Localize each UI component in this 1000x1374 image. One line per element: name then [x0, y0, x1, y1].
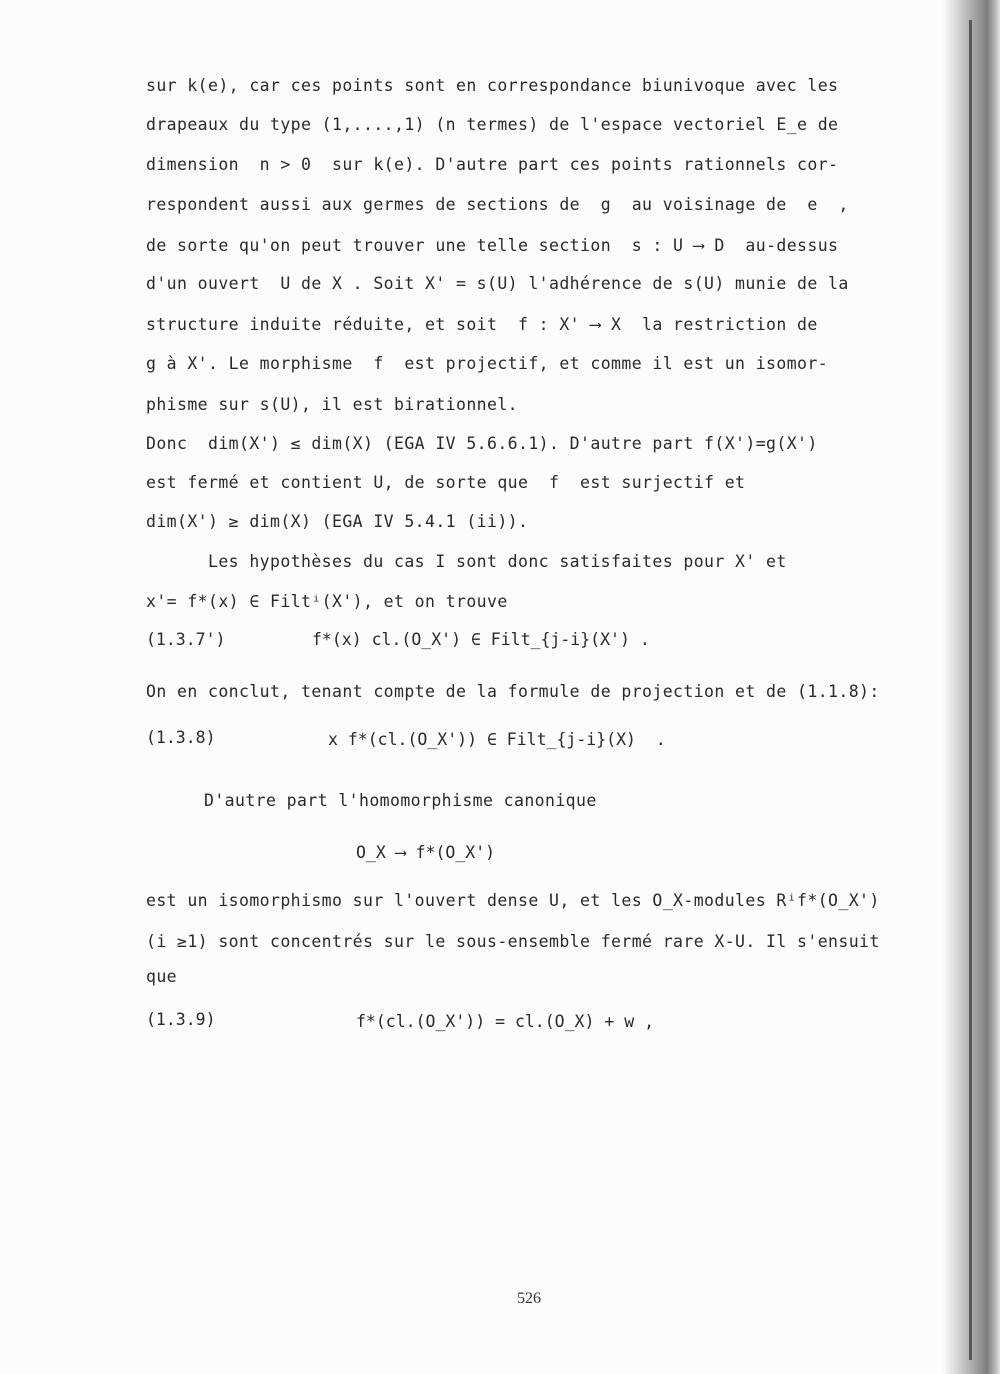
- equation-1-3-7: f*(x) cl.(O_X') ∈ Filt_{j-i}(X') .: [312, 630, 650, 649]
- text-line-10: Donc dim(X') ≤ dim(X) (EGA IV 5.6.6.1). D'autre part f(X')=g(X'): [146, 434, 818, 453]
- text-line-11: est fermé et contient U, de sorte que f est surjectif et: [146, 473, 746, 492]
- text-line-9: phisme sur s(U), il est birationnel.: [146, 395, 519, 414]
- text-line-6: d'un ouvert U de X . Soit X' = s(U) l'adhérence de s(U) munie de la: [146, 274, 849, 293]
- text-line-5: de sorte qu'on peut trouver une telle section s : U ⟶ D au-dessus: [146, 236, 839, 255]
- text-line-2: drapeaux du type (1,....,1) (n termes) de l'espace vectoriel E_e de: [146, 115, 839, 134]
- book-binding-edge: [969, 20, 972, 1360]
- equation-1-3-8: x f*(cl.(O_X')) ∈ Filt_{j-i}(X) .: [328, 730, 666, 749]
- text-line-14: x'= f*(x) ∈ Filtⁱ(X'), et on trouve: [146, 592, 508, 611]
- equation-label-1-3-8: (1.3.8): [146, 728, 216, 747]
- equation-canonical-map: O_X ⟶ f*(O_X'): [356, 843, 496, 862]
- equation-1-3-9: f*(cl.(O_X')) = cl.(O_X) + w ,: [356, 1012, 655, 1031]
- text-line-after-3: que: [146, 967, 178, 986]
- equation-label-1-3-7: (1.3.7'): [146, 630, 226, 649]
- text-line-8: g à X'. Le morphisme f est projectif, et comme il est un isomor-: [146, 354, 829, 373]
- text-line-3: dimension n > 0 sur k(e). D'autre part ces points rationnels cor-: [146, 155, 839, 174]
- text-line-12: dim(X') ≥ dim(X) (EGA IV 5.4.1 (ii)).: [146, 512, 529, 531]
- equation-label-1-3-9: (1.3.9): [146, 1010, 216, 1029]
- page-number: 526: [517, 1290, 541, 1307]
- text-line-4: respondent aussi aux germes de sections de g au voisinage de e ,: [146, 195, 849, 214]
- text-line-13: Les hypothèses du cas I sont donc satisfaites pour X' et: [208, 552, 787, 571]
- text-line-7: structure induite réduite, et soit f : X' ⟶ X la restriction de: [146, 315, 818, 334]
- text-line-1: sur k(e), car ces points sont en correspondance biunivoque avec les: [146, 76, 839, 95]
- text-line-after-1: est un isomorphismo sur l'ouvert dense U, et les O_X-modules Rⁱf*(O_X'): [146, 891, 880, 910]
- text-line-homomorphisme: D'autre part l'homomorphisme canonique: [204, 791, 597, 810]
- text-line-after-2: (i ≥1) sont concentrés sur le sous-ensemble fermé rare X-U. Il s'ensuit: [146, 932, 880, 951]
- text-line-conclut: On en conclut, tenant compte de la formule de projection et de (1.1.8):: [146, 682, 880, 701]
